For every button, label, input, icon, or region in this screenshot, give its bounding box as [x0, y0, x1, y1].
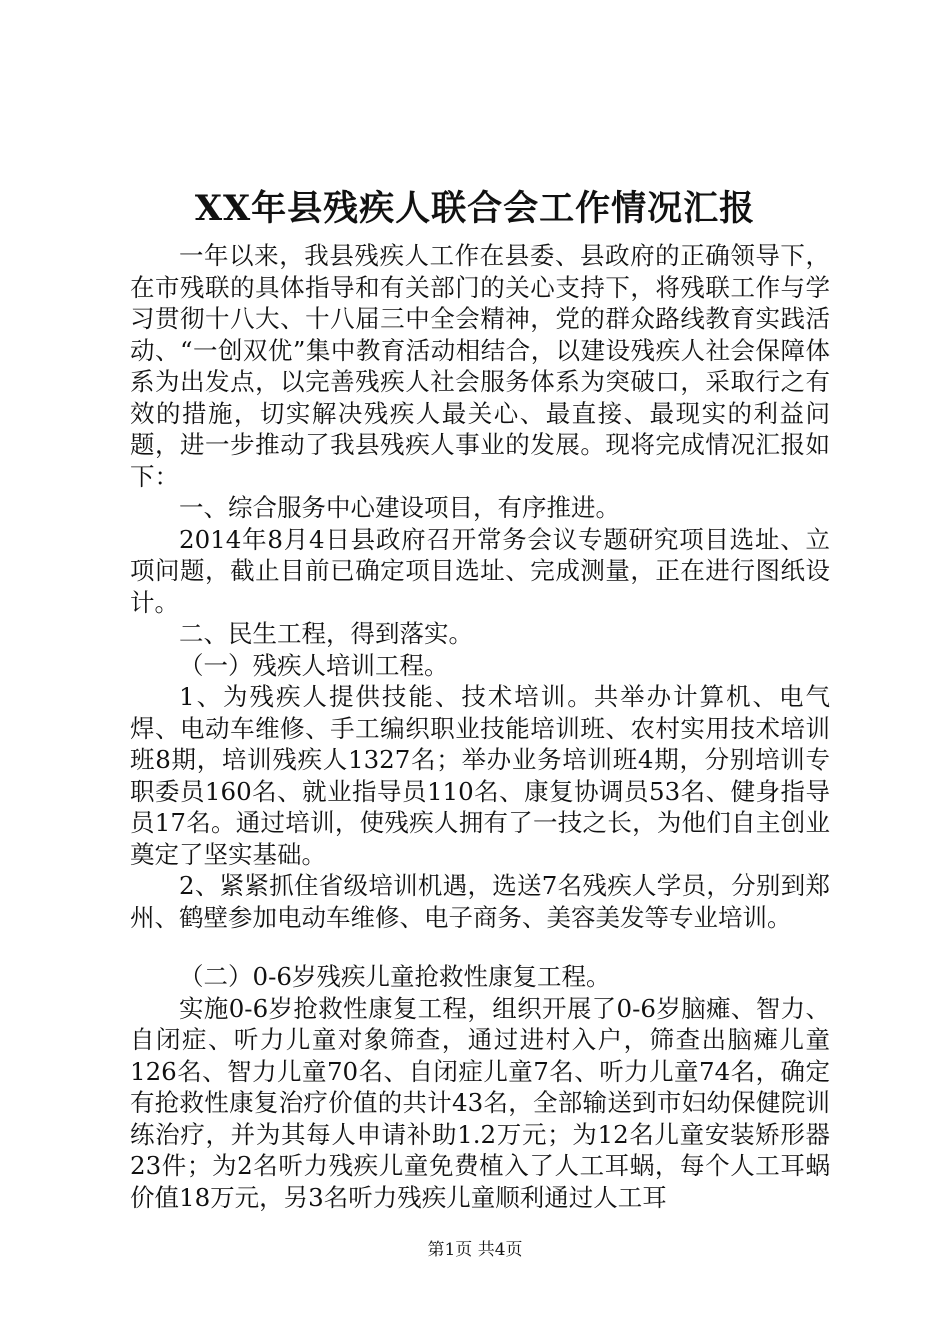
- training-paragraph-1: 1、为残疾人提供技能、技术培训。共举办计算机、电气焊、电动车维修、手工编织职业技能培训班、农村实用技术培训班8期，培训残疾人1327名；举办业务培训班4期，分别培训专职委员160名、就业指导员110名、康复协调员53名、健身指导员17名。通过培训，使残疾人拥有了一技之长，为他们自主创业奠定了坚实基础。: [130, 682, 830, 869]
- page-number-footer: 第1页 共4页: [427, 1240, 523, 1260]
- training-paragraph-2: 2、紧紧抓住省级培训机遇，选送7名残疾人学员，分别到郑州、鹤壁参加电动车维修、电子商务、美容美发等专业培训。: [130, 871, 830, 932]
- intro-paragraph: 一年以来，我县残疾人工作在县委、县政府的正确领导下，在市残联的具体指导和有关部门的关心支持下，将残联工作与学习贯彻十八大、十八届三中全会精神，党的群众路线教育实践活动、“一创双优”集中教育活动相结合，以建设残疾人社会保障体系为出发点，以完善残疾人社会服务体系为突破口，采取行之有效的措施，切实解决残疾人最关心、最直接、最现实的利益问题，进一步推动了我县残疾人事业的发展。现将完成情况汇报如下：: [130, 241, 830, 491]
- subsection-heading-2: （二）0-6岁残疾儿童抢救性康复工程。: [179, 962, 611, 991]
- subsection-heading-1: （一）残疾人培训工程。: [179, 650, 449, 680]
- rehab-paragraph: 实施0-6岁抢救性康复工程，组织开展了0-6岁脑瘫、智力、自闭症、听力儿童对象筛查，通过进村入户，筛查出脑瘫儿童126名、智力儿童70名、自闭症儿童7名、听力儿童74名，确定有抢救性康复治疗价值的共计43名，全部输送到市妇幼保健院训练治疗，并为其每人申请补助1.2万元；为12名儿童安装矫形器23件；为2名听力残疾儿童免费植入了人工耳蜗，每个人工耳蜗价值18万元，另3名听力残疾儿童顺利通过人工耳: [130, 993, 830, 1212]
- document-body: [130, 240, 830, 1213]
- section-heading-1: 一、综合服务中心建设项目，有序推进。: [179, 493, 620, 522]
- section-heading-2: 二、民生工程，得到落实。: [179, 619, 473, 648]
- section-1-paragraph: 2014年8月4日县政府召开常务会议专题研究项目选址、立项问题，截止目前已确定项目选址、完成测量，正在进行图纸设计。: [130, 524, 830, 617]
- document-title: XX年县残疾人联合会工作情况汇报: [194, 188, 756, 229]
